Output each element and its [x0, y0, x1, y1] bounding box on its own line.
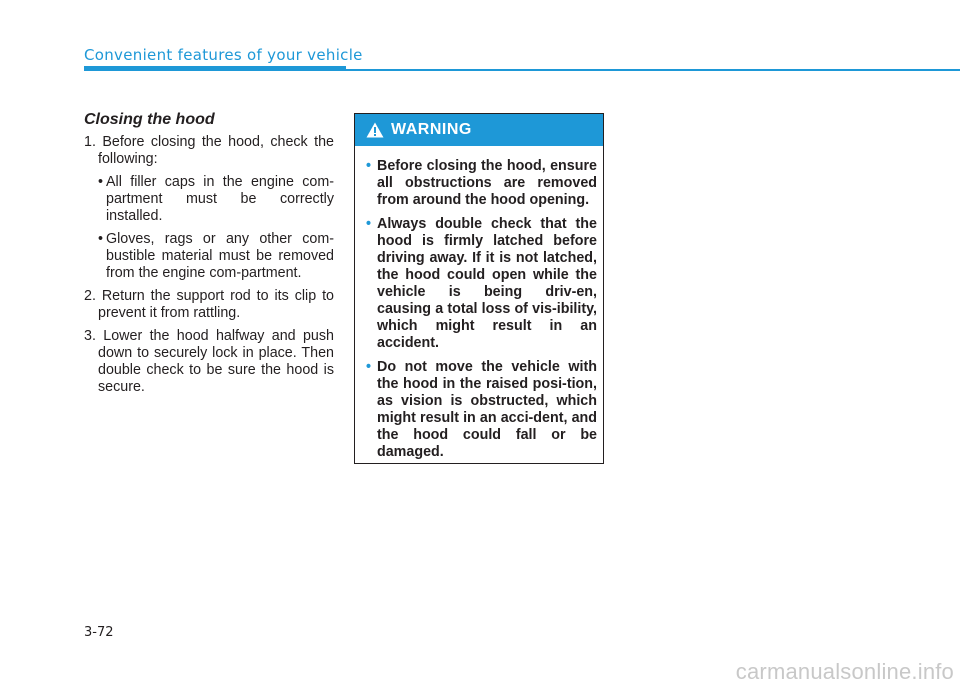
warning-item — [366, 158, 597, 209]
section-title: Convenient features of your vehicle — [84, 46, 363, 64]
warning-item — [366, 359, 597, 461]
warning-header — [355, 114, 603, 146]
step-3: 3. Lower the hood halfway and push down to securely lock in place. Then double check to be sure the hood is secure. — [84, 328, 334, 395]
warning-title: WARNING — [391, 121, 472, 138]
bullet-icon: • — [366, 359, 372, 375]
watermark-link[interactable]: carmanualsonline.info — [735, 659, 954, 684]
warning-item-text: Before closing the hood, ensure all obstructions are removed from around the hood opening. — [377, 158, 597, 208]
sub-item-text: All filler caps in the engine com-partment must be correctly installed. — [106, 174, 334, 224]
step-1-sublist — [84, 174, 334, 282]
step-2: 2. Return the support rod to its clip to prevent it from rattling. — [84, 288, 334, 321]
page-number: 3-72 — [84, 625, 114, 640]
bullet-icon: • — [98, 174, 104, 190]
warning-triangle-icon — [366, 122, 384, 138]
warning-box — [354, 113, 604, 464]
sub-item — [84, 231, 334, 282]
warning-item-text: Do not move the vehicle with the hood in the raised posi-tion, as vision is obstructed, which might result in an acci-dent, and the hood could fall or be damaged. — [377, 359, 597, 460]
sub-item — [84, 174, 334, 225]
bullet-icon: • — [366, 158, 372, 174]
bullet-icon: • — [98, 231, 104, 247]
closing-hood-section — [84, 111, 334, 402]
warning-item-text: Always double check that the hood is firmly latched before driving away. If it is not latched, the hood could open while the vehicle is being driv-en, causing a total loss of vis-ibility, which might result in an accident. — [377, 216, 597, 351]
step-1: 1. Before closing the hood, check the following: — [84, 134, 334, 167]
sub-item-text: Gloves, rags or any other com-bustible material must be removed from the engine com-partment. — [106, 231, 334, 281]
header-bar-thick — [84, 66, 346, 71]
warning-list — [355, 146, 603, 461]
header-bar-thin — [346, 69, 960, 71]
bullet-icon: • — [366, 216, 372, 232]
section-heading: Closing the hood — [84, 111, 215, 128]
warning-item — [366, 216, 597, 352]
